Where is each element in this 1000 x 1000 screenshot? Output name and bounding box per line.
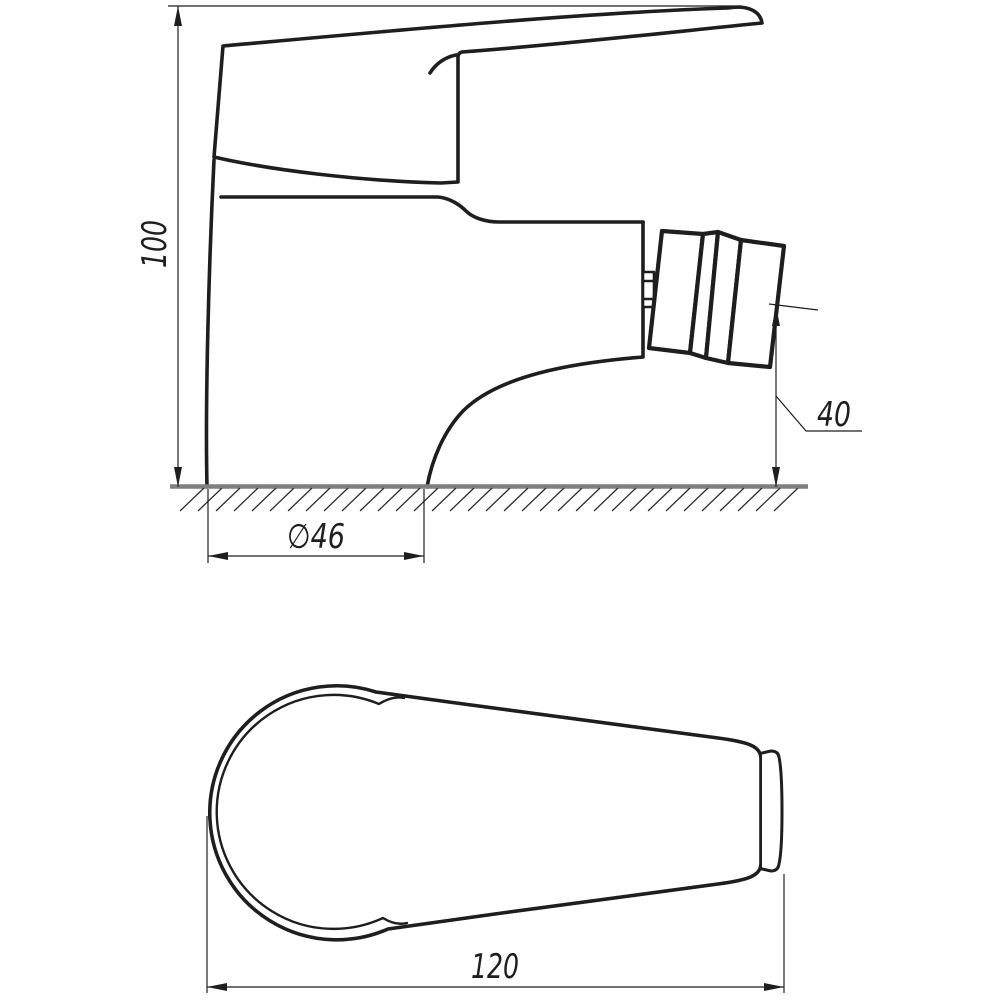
lever-handle-outline [214,7,762,183]
height-arrow-down [174,467,182,487]
handle-body-outline [210,686,761,940]
height-arrow-up [174,6,182,26]
diameter-dimension-label: ∅46 [287,517,345,557]
side-view-group [135,6,862,563]
spout-arrow-down [772,467,780,487]
ground-hatching [180,488,798,511]
top-view-group [207,686,784,993]
length-dimension-label: 120 [471,947,519,987]
handle-end-cap [762,751,782,871]
side-view-faucet-outline [206,7,784,487]
body-right-sweep [427,222,643,487]
height-dimension-label: 100 [135,203,175,268]
body-top-edge [221,197,643,222]
body-left-edge [206,160,214,487]
diameter-arrow-left [208,552,228,560]
length-arrow-left [207,983,227,991]
diameter-arrow-right [404,552,424,560]
top-view-handle-outline [210,686,782,940]
spout-dimension-label: 40 [817,395,851,435]
length-arrow-right [764,983,784,991]
